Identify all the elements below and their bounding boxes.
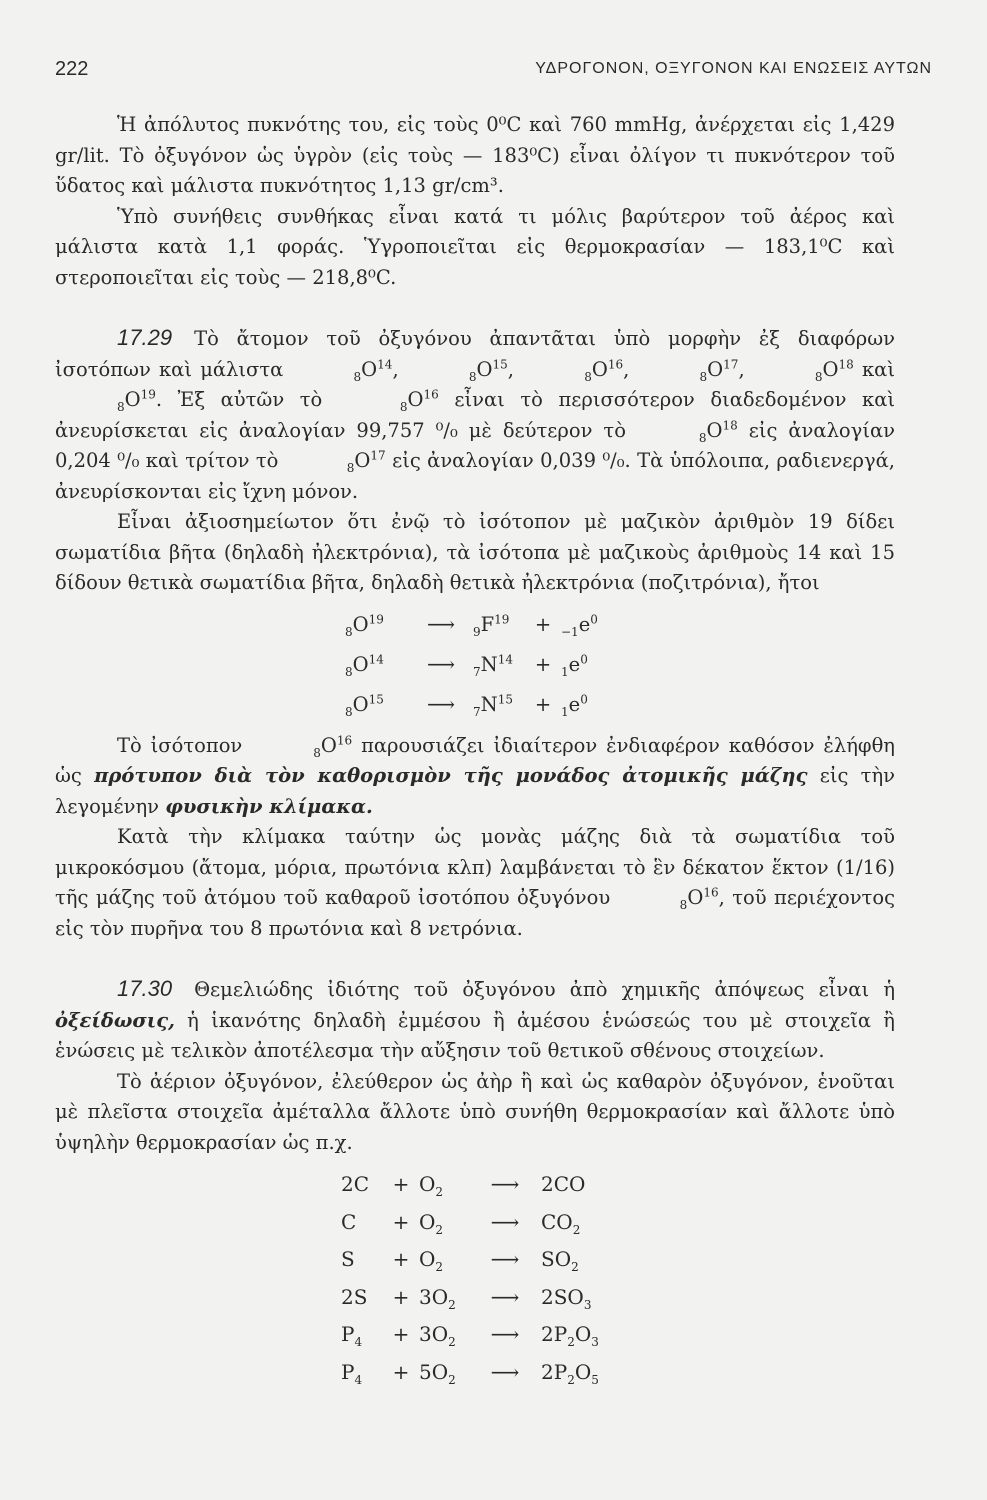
arrow-icon: ⟶	[490, 1359, 520, 1384]
section-number: 17.29	[117, 325, 173, 350]
equation-particle: $_1e^0$	[561, 652, 588, 679]
equation-product: $_7N^{15}$	[473, 692, 513, 719]
arrow-icon: ⟶	[427, 692, 455, 716]
chemical-equation	[341, 1354, 895, 1392]
paragraph-standard-isotope: Τὸ ἰσότοπον $_8O^{16}$ παρουσιάζει ἰδιαίτερον ἐνδιαφέρον καθόσον ἐλήφθη ὡς πρότυπον διὰ τὸν καθορισμὸν τῆς μονάδος ἀτομικῆς μάζης εἰς τὴν λεγομένην φυσικὴν κλίμακα.	[55, 733, 896, 818]
plus-sign: +	[392, 1247, 410, 1271]
paragraph-liquefaction: Ὑπὸ συνήθεις συνθήκας εἶναι κατά τι μόλις βαρύτερον τοῦ ἀέρος καὶ μάλιστα κατὰ 1,1 φοράς. Ὑγροποιεῖται εἰς θερμοκρασίαν — 183,1⁰C καὶ στεροποιεῖται εἰς τοὺς — 218,8⁰C.	[55, 204, 895, 289]
paragraph-oxygen-reactions: Τὸ ἀέριον ὀξυγόνον, ἐλεύθερον ὡς ἀὴρ ἢ καὶ ὡς καθαρὸν ὀξυγόνον, ἑνοῦται μὲ πλεῖστα στοιχεῖα ἀμέταλλα ἄλλοτε ὑπὸ συνήθη θερμοκρασίαν καὶ ἄλλοτε ὑπὸ ὑψηλὴν θερμοκρασίαν ὡς π.χ.	[55, 1069, 895, 1154]
arrow-icon: ⟶	[490, 1172, 520, 1196]
equation-particle: $_1e^0$	[561, 692, 588, 719]
isotope-o14: $_8O^{14}$	[353, 357, 393, 384]
equation-oxygen: $3O_2$	[419, 1322, 456, 1349]
plus-sign: +	[534, 612, 552, 636]
paragraph-density: Ἡ ἀπόλυτος πυκνότης του, εἰς τοὺς 0⁰C καὶ 760 mmHg, ἀνέρχεται εἰς 1,429 gr/lit. Τὸ ὀξυγόνον ὡς ὑγρὸν (εἰς τοὺς — 183⁰C) εἶναι ὀλίγον τι πυκνότερον τοῦ ὕδατος καὶ μάλιστα πυκνότητος 1,13 gr/cm³.	[55, 113, 895, 197]
equation-oxygen: $O_2$	[419, 1209, 444, 1237]
nuclear-equation	[345, 645, 895, 685]
isotope-o16: $_8O^{16}$	[584, 357, 624, 384]
equation-product: $SO_2$	[541, 1247, 579, 1274]
plus-sign: +	[392, 1172, 410, 1196]
chemical-equation	[341, 1241, 895, 1279]
arrow-icon: ⟶	[427, 612, 455, 636]
equation-product: $CO_2$	[541, 1209, 581, 1237]
section-17-29-intro: 17.29 Τὸ ἄτομον τοῦ ὀξυγόνου ἀπαντᾶται ὑπὸ μορφὴν ἐξ διαφόρων ἰσοτόπων καὶ μάλιστα $_8O^{14}$, $_8O^{15}$, $_8O^{16}$, $_8O^{17}$, $_8O^{18}$ καὶ $_8O^{19}$. Ἐξ αὐτῶν τὸ $_8O^{16}$ εἶναι τὸ περισσότερον διαδεδομένον καὶ ἀνευρίσκεται εἰς ἀναλογίαν 99,757 ⁰/₀ μὲ δεύτερον τὸ $_8O^{18}$ εἰς ἀναλογίαν 0,204 ⁰/₀ καὶ τρίτον τὸ $_8O^{17}$ εἰς ἀναλογίαν 0,039 ⁰/₀. Τὰ ὑπόλοιπα, ραδιενεργά, ἀνευρίσκονται εἰς ἴχνη μόνον.	[55, 325, 896, 503]
equation-product: $2P_2O_3$	[541, 1322, 599, 1349]
equation-oxygen: $O_2$	[419, 1247, 444, 1274]
plus-sign: +	[392, 1322, 410, 1346]
equation-reactant: $_8O^{15}$	[345, 692, 384, 719]
plus-sign: +	[392, 1359, 410, 1384]
equation-left: S	[341, 1247, 355, 1271]
equation-oxygen: $3O_2$	[419, 1284, 456, 1312]
bold-oxidation: ὀξείδωσις,	[55, 1008, 175, 1032]
equation-oxygen: $5O_2$	[419, 1359, 456, 1387]
isotope-o18: $_8O^{18}$	[814, 357, 854, 384]
page-body	[55, 110, 895, 1391]
equation-reactant: $_8O^{19}$	[345, 612, 384, 639]
section-17-30-intro: 17.30 Θεμελιώδης ἰδιότης τοῦ ὀξυγόνου ἀπὸ χημικῆς ἀπόψεως εἶναι ἡ ὀξείδωσις, ἡ ἱκανότης δηλαδὴ ἐμμέσου ἢ ἀμέσου ἑνώσεώς του μὲ στοιχεῖα ἢ ἑνώσεις μὲ τελικὸν ἀποτέλεσμα τὴν αὔξησιν τοῦ θετικοῦ σθένους στοιχείων.	[55, 976, 895, 1062]
nuclear-equations	[345, 605, 895, 725]
chemical-equations	[341, 1166, 895, 1391]
arrow-icon: ⟶	[490, 1322, 520, 1346]
equation-oxygen: $O_2$	[419, 1172, 444, 1199]
running-title: ΥΔΡΟΓΟΝΟΝ, ΟΞΥΓΟΝΟΝ ΚΑΙ ΕΝΩΣΕΙΣ ΑΥΤΩΝ	[535, 60, 932, 77]
bold-physical-scale: φυσικὴν κλίμακα.	[165, 794, 373, 818]
arrow-icon: ⟶	[427, 652, 455, 676]
page-header	[55, 58, 932, 88]
equation-product: $2P_2O_5$	[541, 1359, 599, 1387]
nuclear-equation	[345, 605, 895, 645]
equation-left: $P_4$	[341, 1322, 363, 1349]
paragraph-beta-particles: Εἶναι ἀξιοσημείωτον ὅτι ἐνῷ τὸ ἰσότοπον μὲ μαζικὸν ἀριθμὸν 19 δίδει σωματίδια βῆτα (δηλαδὴ ἠλεκτρόνια), τὰ ἰσότοπα μὲ μαζικοὺς ἀριθμοὺς 14 καὶ 15 δίδουν θετικὰ σωματίδια βῆτα, δηλαδὴ θετικὰ ἠλεκτρόνια (ποζιτρόνια), ἤτοι	[55, 510, 895, 594]
equation-product: $2SO_3$	[541, 1284, 592, 1312]
equation-left: C	[341, 1209, 357, 1234]
plus-sign: +	[392, 1209, 410, 1234]
equation-particle: $_{-1}e^0$	[561, 612, 598, 639]
chemical-equation	[341, 1204, 895, 1242]
paragraph-mass-unit: Κατὰ τὴν κλίμακα ταύτην ὡς μονὰς μάζης διὰ τὰ σωματίδια τοῦ μικροκόσμου (ἄτομα, μόρια, πρωτόνια κλπ) λαμβάνεται τὸ ἓν δέκατον ἕκτον (1/16) τῆς μάζης τοῦ ἀτόμου τοῦ καθαροῦ ἰσοτόπου ὀξυγόνου $_8O^{16}$, τοῦ περιέχοντος εἰς τὸν πυρῆνα του 8 πρωτόνια καὶ 8 νετρόνια.	[55, 825, 896, 940]
equation-reactant: $_8O^{14}$	[345, 652, 384, 679]
bold-standard-definition: πρότυπον διὰ τὸν καθορισμὸν τῆς μονάδος ἀτομικῆς μάζης	[94, 764, 808, 787]
arrow-icon: ⟶	[490, 1247, 520, 1271]
section-number: 17.30	[117, 976, 173, 1001]
chemical-equation	[341, 1316, 895, 1354]
isotope-o19: $_8O^{19}$	[117, 387, 156, 414]
isotope-o15: $_8O^{15}$	[468, 357, 508, 384]
equation-product: $_7N^{14}$	[473, 652, 513, 679]
arrow-icon: ⟶	[490, 1284, 520, 1309]
plus-sign: +	[534, 652, 552, 676]
equation-left: 2C	[341, 1172, 370, 1196]
equation-product: $_9F^{19}$	[473, 612, 510, 639]
equation-product: 2CO	[541, 1172, 586, 1196]
isotope-o17: $_8O^{17}$	[699, 357, 739, 384]
page-number: 222	[55, 58, 89, 80]
equation-left: $P_4$	[341, 1359, 363, 1387]
nuclear-equation	[345, 685, 895, 725]
plus-sign: +	[534, 692, 552, 716]
chemical-equation	[341, 1166, 895, 1204]
plus-sign: +	[392, 1284, 410, 1309]
chemical-equation	[341, 1279, 895, 1317]
equation-left: 2S	[341, 1284, 368, 1309]
arrow-icon: ⟶	[490, 1209, 520, 1234]
